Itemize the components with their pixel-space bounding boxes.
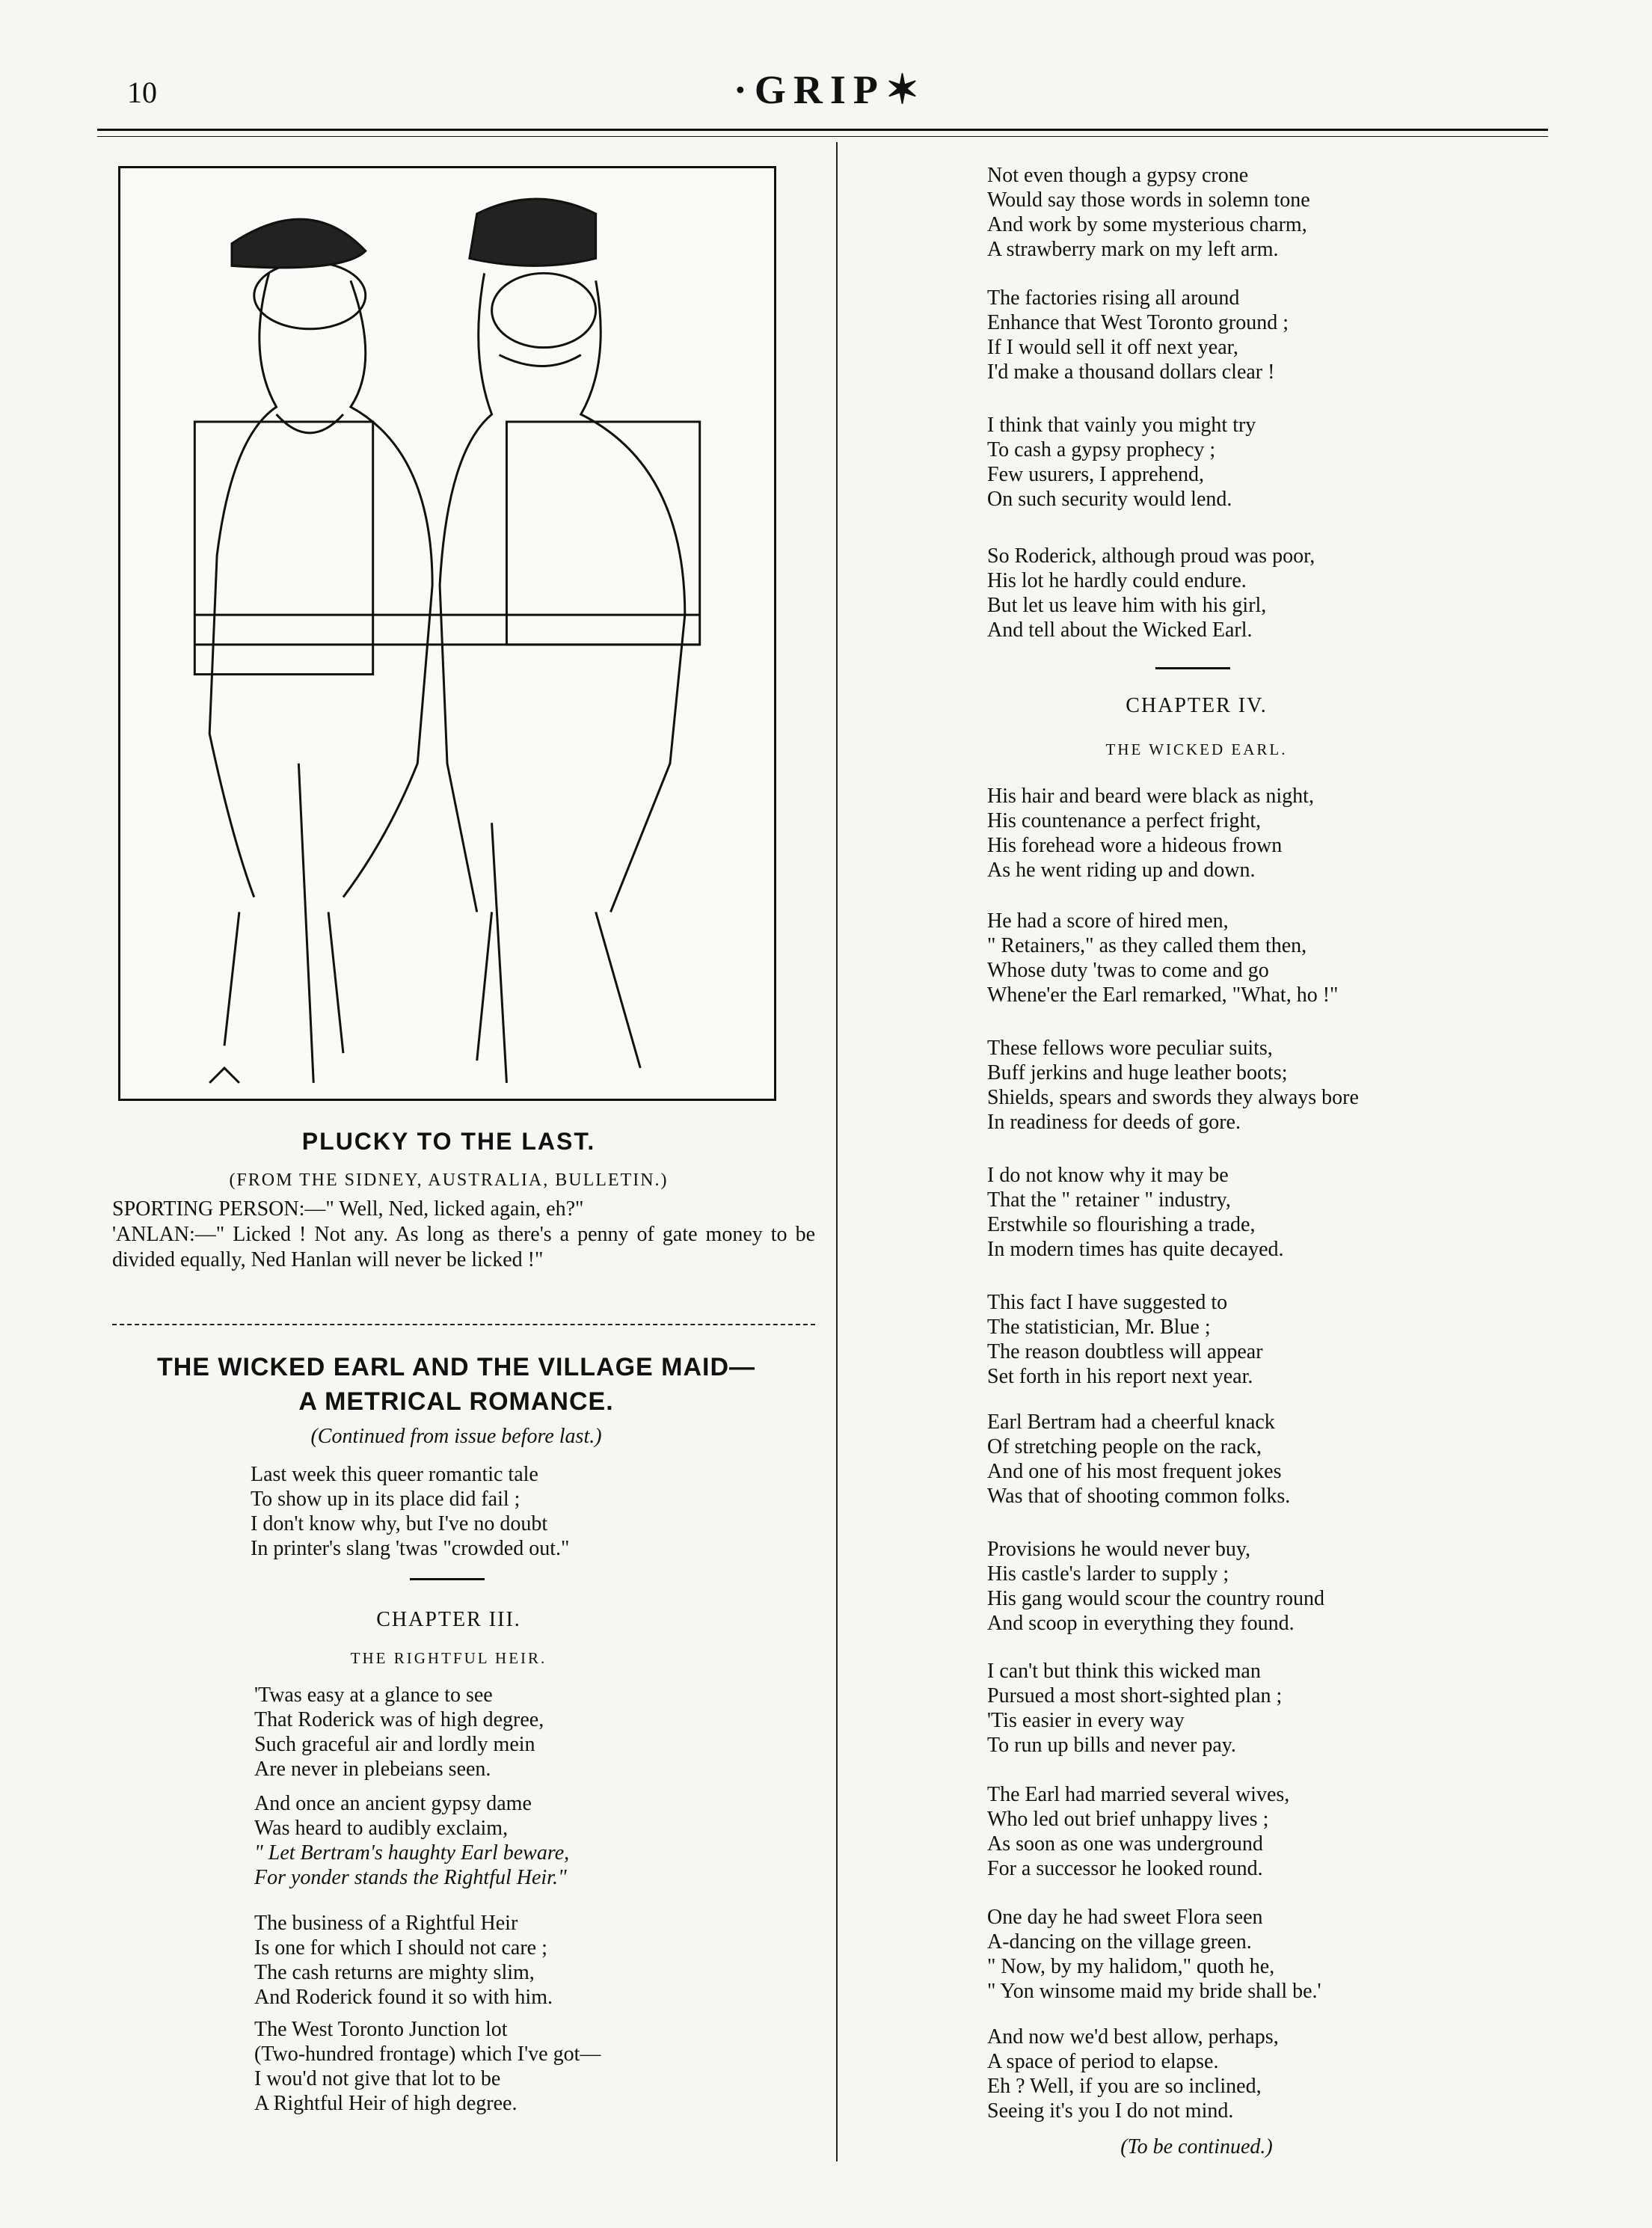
cartoon-drawing xyxy=(120,168,774,1099)
stanza-left-3: The business of a Rightful Heir Is one for which I should not care ; The cash returns are mighty slim, And Roderick found it so with him. xyxy=(254,1912,553,2009)
stanza-right-11: Provisions he would never buy, His castle's larder to supply ; His gang would scour the country round And scoop in everything they found. xyxy=(987,1538,1325,1635)
stanza-right-10: Earl Bertram had a cheerful knack Of stretching people on the rack, And one of his most frequent jokes Was that of shooting common folks. xyxy=(987,1411,1291,1508)
story-continued-note: (Continued from issue before last.) xyxy=(310,1425,602,1448)
stanza-right-14: One day he had sweet Flora seen A-dancing on the village green. " Now, by my halidom," quoth he, " Yon winsome maid my bride shall be.' xyxy=(987,1906,1321,2003)
header-rule-thin xyxy=(97,136,1548,137)
stanza-right-13: The Earl had married several wives, Who led out brief unhappy lives ; As soon as one was underground For a successor he looked round. xyxy=(987,1783,1290,1880)
stanza-right-3: I think that vainly you might try To cash a gypsy prophecy ; Few usurers, I apprehend, On such security would lend. xyxy=(987,414,1256,511)
stanza-right-4: So Roderick, although proud was poor, His lot he hardly could endure. But let us leave him with his girl, And tell about the Wicked Earl. xyxy=(987,544,1315,642)
caption-line-hanlan: 'ANLAN:—" Licked ! Not any. As long as there's a penny of gate money to be divided equally, Ned Hanlan will never be licked !" xyxy=(112,1223,815,1271)
chapter-4-heading: CHAPTER IV. xyxy=(1126,694,1268,717)
stanza-right-7: These fellows wore peculiar suits, Buff jerkins and huge leather boots; Shields, spears and swords they always bore In readiness for deeds of gore. xyxy=(987,1037,1359,1134)
cartoon-title: PLUCKY TO THE LAST. xyxy=(301,1128,596,1155)
stanza-right-2: The factories rising all around Enhance that West Toronto ground ; If I would sell it off next year, I'd make a thousand dollars clear ! xyxy=(987,286,1289,384)
story-title xyxy=(97,1350,815,1419)
stanza-left-2: And once an ancient gypsy dame Was heard to audibly exclaim, xyxy=(254,1792,532,1840)
chapter-rule-2 xyxy=(1155,667,1230,669)
cartoon-source: (FROM THE SIDNEY, AUSTRALIA, BULLETIN.) xyxy=(229,1170,669,1190)
stanza-right-1: Not even though a gypsy crone Would say those words in solemn tone And work by some mysterious charm, A strawberry mark on my left arm. xyxy=(987,164,1310,261)
cartoon-caption xyxy=(112,1197,815,1273)
stanza-left-2-prophecy: " Let Bertram's haughty Earl beware, For yonder stands the Rightful Heir." xyxy=(254,1841,570,1889)
section-divider xyxy=(112,1324,815,1325)
stanza-right-6: He had a score of hired men, " Retainers," as they called them then, Whose duty 'twas to come and go Whene'er the Earl remarked, "What, ho !" xyxy=(987,909,1339,1007)
stanza-left-4: The West Toronto Junction lot (Two-hundred frontage) which I've got— I wou'd not give that lot to be A Rightful Heir of high degree. xyxy=(254,2018,601,2115)
story-title-line1: THE WICKED EARL AND THE VILLAGE MAID— xyxy=(156,1353,756,1381)
page-number: 10 xyxy=(127,76,157,109)
stanza-right-8: I do not know why it may be That the " retainer " industry, Erstwhile so flourishing a trade, In modern times has quite decayed. xyxy=(987,1164,1284,1261)
masthead-title: ·GRIP✶ xyxy=(733,67,927,112)
chapter-3-subheading: THE RIGHTFUL HEIR. xyxy=(350,1649,547,1667)
to-be-continued: (To be continued.) xyxy=(1120,2135,1273,2158)
chapter-4-subheading: THE WICKED EARL. xyxy=(1105,740,1288,758)
caption-line-sporting-person: SPORTING PERSON:—" Well, Ned, licked again, eh?" xyxy=(112,1197,584,1221)
stanza-left-1: 'Twas easy at a glance to see That Roderick was of high degree, Such graceful air and lordly mein Are never in plebeians seen. xyxy=(254,1684,544,1781)
chapter-rule xyxy=(410,1578,485,1580)
chapter-3-heading: CHAPTER III. xyxy=(376,1608,521,1631)
stanza-right-12: I can't but think this wicked man Pursued a most short-sighted plan ; 'Tis easier in every way To run up bills and never pay. xyxy=(987,1660,1283,1757)
stanza-right-5: His hair and beard were black as night, His countenance a perfect fright, His forehead wore a hideous frown As he went riding up and down. xyxy=(987,785,1314,882)
stanza-right-15: And now we'd best allow, perhaps, A space of period to elapse. Eh ? Well, if you are so inclined, Seeing it's you I do not mind. xyxy=(987,2025,1279,2123)
cartoon-illustration xyxy=(118,166,776,1101)
stanza-right-9: This fact I have suggested to The statistician, Mr. Blue ; The reason doubtless will appear Set forth in his report next year. xyxy=(987,1291,1263,1388)
header-rule xyxy=(97,129,1548,131)
column-divider xyxy=(836,142,838,2161)
story-title-line2: A METRICAL ROMANCE. xyxy=(298,1387,614,1416)
stanza-intro: Last week this queer romantic tale To show up in its place did fail ; I don't know why, but I've no doubt In printer's slang 'twas "crowded out." xyxy=(251,1463,570,1560)
